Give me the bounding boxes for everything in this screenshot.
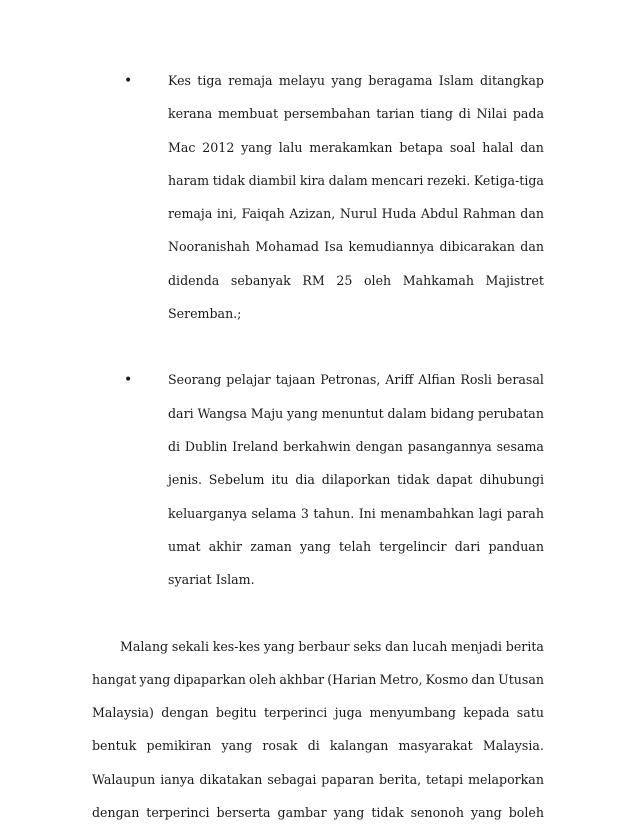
text-line: Kes tiga remaja melayu yang beragama Islam ditangkap — [168, 73, 544, 88]
text-line: hangat yang dipaparkan oleh akhbar (Harian Metro, Kosmo dan Utusan — [92, 671, 544, 687]
text-line: syariat Islam. — [168, 572, 255, 588]
text-line: Mac 2012 yang lalu merakamkan betapa soal halal dan — [168, 139, 544, 155]
text-line: remaja ini, Faiqah Azizan, Nurul Huda Abdul Rahman dan — [168, 206, 544, 222]
text-line: di Dublin Ireland berkahwin dengan pasangannya sesama — [168, 439, 544, 454]
text-line: Malaysia) dengan begitu terperinci juga menyumbang kepada satu — [92, 705, 544, 721]
text-line: umat akhir zaman yang telah tergelincir dari panduan — [168, 538, 544, 554]
text-line: Walaupun ianya dikatakan sebagai paparan berita, tetapi melaporkan — [92, 771, 544, 787]
text-line: keluarganya selama 3 tahun. Ini menambahkan lagi parah — [168, 505, 544, 521]
text-line: haram tidak diambil kira dalam mencari rezeki. Ketiga-tiga — [168, 172, 544, 188]
text-line: bentuk pemikiran yang rosak di kalangan masyarakat Malaysia. — [92, 738, 544, 754]
text-line: dengan terperinci berserta gambar yang tidak senonoh yang boleh — [92, 805, 544, 820]
text-line: Seorang pelajar tajaan Petronas, Ariff Alfian Rosli berasal — [168, 372, 544, 388]
text-line: Malang sekali kes-kes yang berbaur seks dan lucah menjadi berita — [120, 638, 544, 654]
text-line: Nooranishah Mohamad Isa kemudiannya dibicarakan dan — [168, 239, 544, 255]
bullet-point-icon: • — [124, 73, 133, 89]
text-line: kerana membuat persembahan tarian tiang di Nilai pada — [168, 106, 544, 122]
text-line: dari Wangsa Maju yang menuntut dalam bidang perubatan — [168, 405, 544, 421]
text-line: jenis. Sebelum itu dia dilaporkan tidak dapat dihubungi — [168, 472, 544, 488]
text-line: Seremban.; — [168, 305, 242, 321]
bullet-point-icon: • — [124, 372, 133, 389]
text-line: didenda sebanyak RM 25 oleh Mahkamah Majistret — [168, 272, 544, 288]
